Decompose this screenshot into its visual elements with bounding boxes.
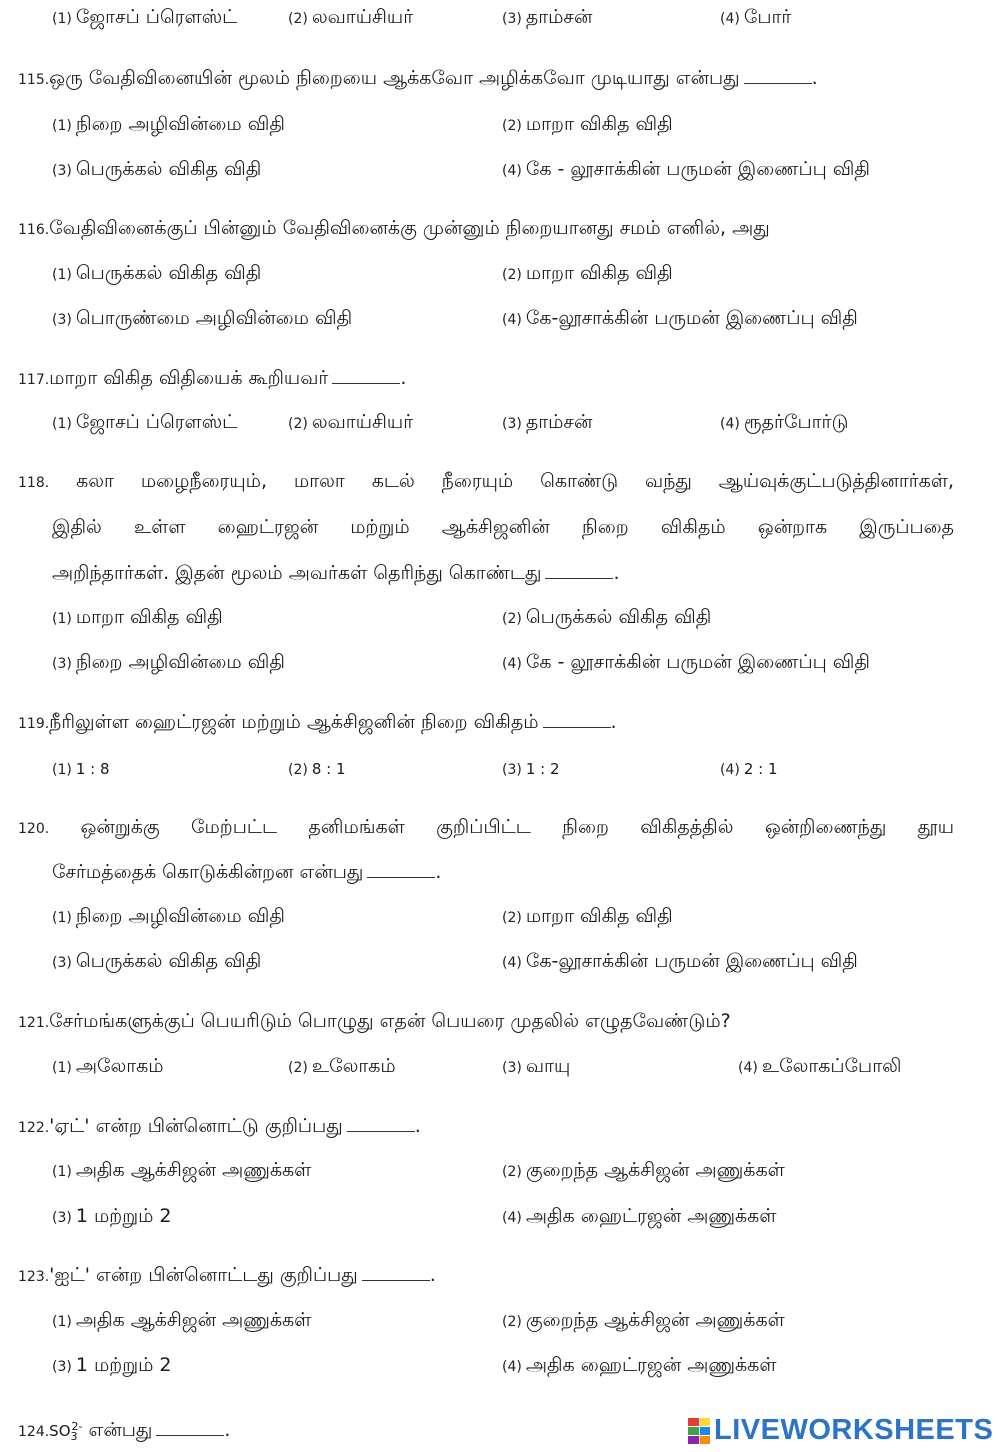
option-3[interactable]: (3) 1 மற்றும் 2 — [52, 1205, 172, 1227]
option-4[interactable]: (4) கே-லூசாக்கின் பருமன் இணைப்பு விதி — [502, 307, 858, 329]
option-4[interactable]: (4) போர் — [720, 6, 792, 28]
option-2[interactable]: (2) குறைந்த ஆக்சிஜன் அணுக்கள் — [502, 1309, 785, 1331]
question-115: 115.ஒரு வேதிவினையின் மூலம் நிறையை ஆக்கவோ அழிக்கவோ முடியாது என்பது . — [18, 67, 818, 89]
question-118: 118. கலா மழைநீரையும், மாலா கடல் நீரையும் கொண்டு வந்து ஆய்வுக்குட்படுத்தினார்கள், — [18, 470, 955, 492]
option-4[interactable]: (4) அதிக ஹைட்ரஜன் அணுக்கள் — [502, 1205, 777, 1227]
question-118-line-2: இதில் உள்ள ஹைட்ரஜன் மற்றும் ஆக்சிஜனின் நிறை விகிதம் ஒன்றாக இருப்பதை — [52, 516, 954, 538]
option-4[interactable]: (4) 2 : 1 — [720, 760, 778, 778]
option-2[interactable]: (2) உலோகம் — [288, 1055, 396, 1077]
option-1[interactable]: (1) நிறை அழிவின்மை விதி — [52, 905, 285, 927]
answer-blank[interactable] — [744, 65, 812, 84]
question-123: 123.'ஐட்' என்ற பின்னொட்டது குறிப்பது . — [18, 1264, 436, 1286]
answer-blank[interactable] — [362, 1262, 430, 1281]
option-4[interactable]: (4) கே - லூசாக்கின் பருமன் இணைப்பு விதி — [502, 651, 870, 673]
option-1[interactable]: (1) பெருக்கல் விகித விதி — [52, 262, 262, 284]
question-121: 121.சேர்மங்களுக்குப் பெயரிடும் பொழுது எதன் பெயரை முதலில் எழுதவேண்டும்? — [18, 1010, 731, 1032]
option-1[interactable]: (1) மாறா விகித விதி — [52, 606, 223, 628]
answer-blank[interactable] — [543, 709, 611, 728]
option-3[interactable]: (3) பெருக்கல் விகித விதி — [52, 158, 262, 180]
option-4[interactable]: (4) அதிக ஹைட்ரஜன் அணுக்கள் — [502, 1354, 777, 1376]
option-3[interactable]: (3) நிறை அழிவின்மை விதி — [52, 651, 285, 673]
option-1[interactable]: (1) ஜோசப் ப்ரெளஸ்ட் — [52, 411, 238, 433]
option-1[interactable]: (1) அதிக ஆக்சிஜன் அணுக்கள் — [52, 1309, 312, 1331]
option-2[interactable]: (2) குறைந்த ஆக்சிஜன் அணுக்கள் — [502, 1159, 785, 1181]
option-4[interactable]: (4) உலோகப்போலி — [738, 1055, 902, 1077]
question-117: 117.மாறா விகித விதியைக் கூறியவர் . — [18, 367, 407, 389]
option-3[interactable]: (3) தாம்சன் — [502, 411, 593, 433]
option-1[interactable]: (1) ஜோசப் ப்ரெளஸ்ட் — [52, 6, 238, 28]
option-3[interactable]: (3) தாம்சன் — [502, 6, 593, 28]
option-1[interactable]: (1) நிறை அழிவின்மை விதி — [52, 113, 285, 135]
question-116: 116.வேதிவினைக்குப் பின்னும் வேதிவினைக்கு முன்னும் நிறையானது சமம் எனில், அது — [18, 217, 770, 239]
liveworksheets-logo — [688, 1414, 993, 1447]
question-124: $124.SO_3^{2-}$ என்பது . — [18, 1419, 231, 1443]
chemical-formula: $SO_3^{2-}$ — [49, 1420, 83, 1443]
option-3[interactable]: (3) பெருக்கல் விகித விதி — [52, 950, 262, 972]
option-2[interactable]: (2) மாறா விகித விதி — [502, 113, 673, 135]
liveworksheets-logo-text: LIVEWORKSHEETS — [714, 1414, 994, 1446]
question-122: 122.'ஏட்' என்ற பின்னொட்டு குறிப்பது . — [18, 1115, 421, 1137]
option-4[interactable]: (4) கே-லூசாக்கின் பருமன் இணைப்பு விதி — [502, 950, 858, 972]
option-1[interactable]: (1) 1 : 8 — [52, 760, 110, 778]
answer-blank[interactable] — [367, 859, 435, 878]
answer-blank[interactable] — [332, 365, 400, 384]
liveworksheets-logo-icon — [688, 1418, 710, 1444]
option-3[interactable]: (3) வாயு — [502, 1055, 571, 1077]
option-2[interactable]: (2) மாறா விகித விதி — [502, 905, 673, 927]
option-2[interactable]: (2) மாறா விகித விதி — [502, 262, 673, 284]
option-4[interactable]: (4) கே - லூசாக்கின் பருமன் இணைப்பு விதி — [502, 158, 870, 180]
option-4[interactable]: (4) ரூதர்போர்டு — [720, 411, 849, 433]
answer-blank[interactable] — [156, 1417, 224, 1436]
question-120-line-2: சேர்மத்தைக் கொடுக்கின்றன என்பது . — [52, 861, 442, 883]
answer-blank[interactable] — [545, 560, 613, 579]
question-118-line-3: அறிந்தார்கள். இதன் மூலம் அவர்கள் தெரிந்து கொண்டது . — [52, 562, 620, 584]
option-2[interactable]: (2) லவாய்சியர் — [288, 411, 414, 433]
option-1[interactable]: (1) அதிக ஆக்சிஜன் அணுக்கள் — [52, 1159, 312, 1181]
option-3[interactable]: (3) 1 : 2 — [502, 760, 560, 778]
option-2[interactable]: (2) 8 : 1 — [288, 760, 346, 778]
answer-blank[interactable] — [347, 1113, 415, 1132]
question-120: 120. ஒன்றுக்கு மேற்பட்ட தனிமங்கள் குறிப்பிட்ட நிறை விகிதத்தில் ஒன்றிணைந்து தூய — [18, 816, 954, 838]
question-119: 119.நீரிலுள்ள ஹைட்ரஜன் மற்றும் ஆக்சிஜனின் நிறை விகிதம் . — [18, 711, 617, 733]
option-2[interactable]: (2) பெருக்கல் விகித விதி — [502, 606, 712, 628]
option-1[interactable]: (1) அலோகம் — [52, 1055, 164, 1077]
option-2[interactable]: (2) லவாய்சியர் — [288, 6, 414, 28]
option-3[interactable]: (3) பொருண்மை அழிவின்மை விதி — [52, 307, 353, 329]
option-3[interactable]: (3) 1 மற்றும் 2 — [52, 1354, 172, 1376]
